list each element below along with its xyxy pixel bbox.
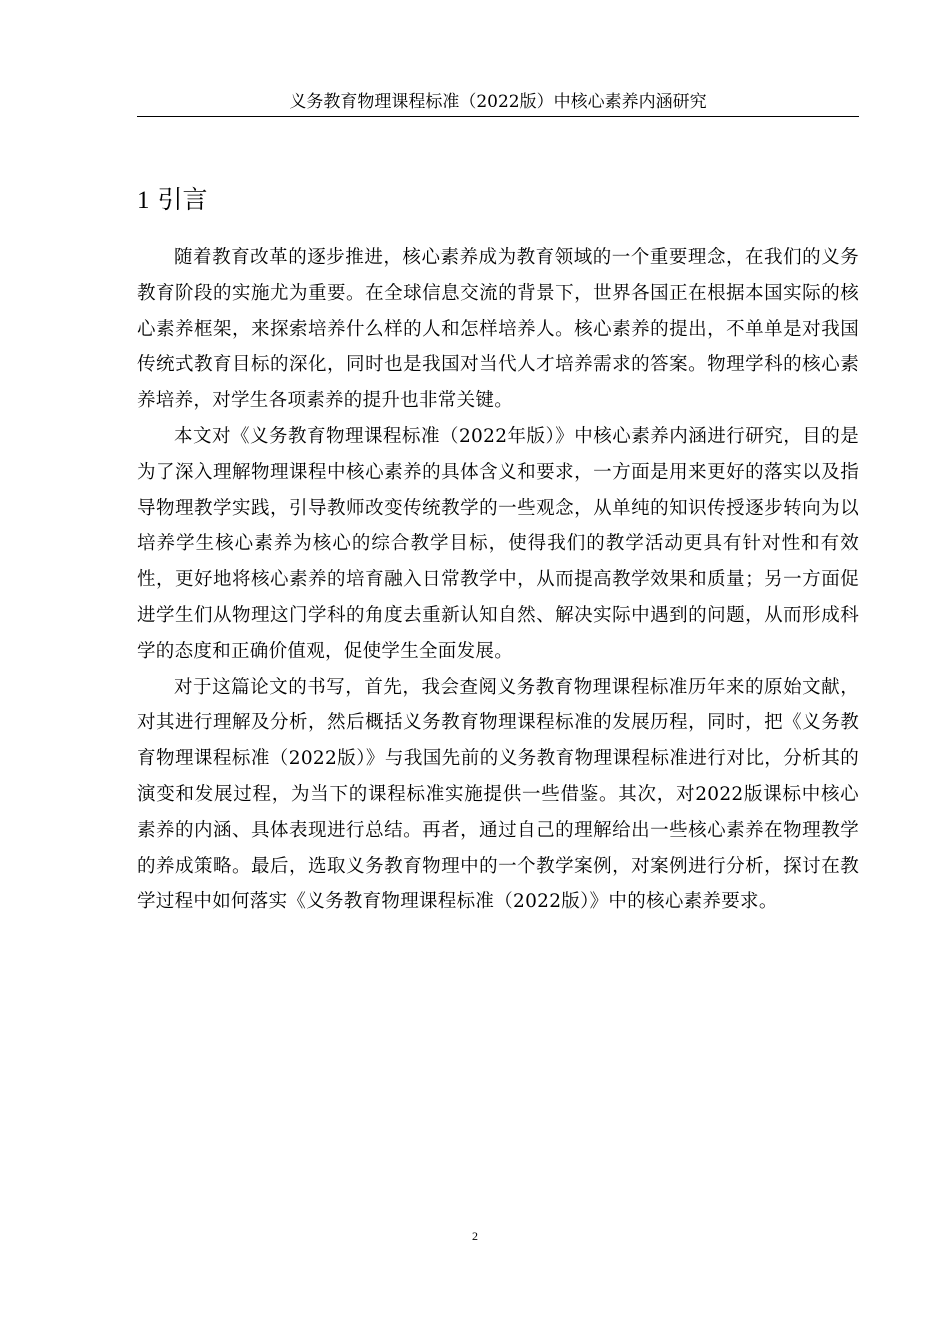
paragraph: 随着教育改革的逐步推进，核心素养成为教育领域的一个重要理念，在我们的义务教育阶段的实施尤为重要。在全球信息交流的背景下，世界各国正在根据本国实际的核心素养框架，来探索培养什么样的人和怎样培养人。核心素养的提出，不单单是对我国传统式教育目标的深化，同时也是我国对当代人才培养需求的答案。物理学科的核心素养培养，对学生各项素养的提升也非常关键。 bbox=[137, 247, 859, 412]
running-header: 义务教育物理课程标准（2022版）中核心素养内涵研究 bbox=[289, 92, 707, 112]
paragraph: 本文对《义务教育物理课程标准（2022年版）》中核心素养内涵进行研究，目的是为了深入理解物理课程中核心素养的具体含义和要求，一方面是用来更好的落实以及指导物理教学实践，引导教师改变传统教学的一些观念，从单纯的知识传授逐步转向为以培养学生核心素养为核心的综合教学目标，使得我们的教学活动更具有针对性和有效性，更好地将核心素养的培育融入日常教学中，从而提高教学效果和质量；另一方面促进学生们从物理这门学科的角度去重新认知自然、解决实际中遇到的问题，从而形成科学的态度和正确价值观，促使学生全面发展。 bbox=[137, 425, 859, 662]
paragraph: 对于这篇论文的书写，首先，我会查阅义务教育物理课程标准历年来的原始文献，对其进行理解及分析，然后概括义务教育物理课程标准的发展历程，同时，把《义务教育物理课程标准（2022版）》与我国先前的义务教育物理课程标准进行对比，分析其的演变和发展过程，为当下的课程标准实施提供一些借鉴。其次，对2022版课标中核心素养的内涵、具体表现进行总结。再者，通过自己的理解给出一些核心素养在物理教学的养成策略。最后，选取义务教育物理中的一个教学案例，对案例进行分析，探讨在教学过程中如何落实《义务教育物理课程标准（2022版）》中的核心素养要求。 bbox=[137, 676, 859, 913]
body-text bbox=[137, 240, 859, 920]
section-title: 引言 bbox=[157, 185, 208, 214]
section-heading bbox=[137, 183, 859, 218]
section-number: 1 bbox=[137, 187, 150, 214]
header-rule bbox=[137, 116, 859, 117]
page-number: 2 bbox=[472, 1229, 478, 1243]
